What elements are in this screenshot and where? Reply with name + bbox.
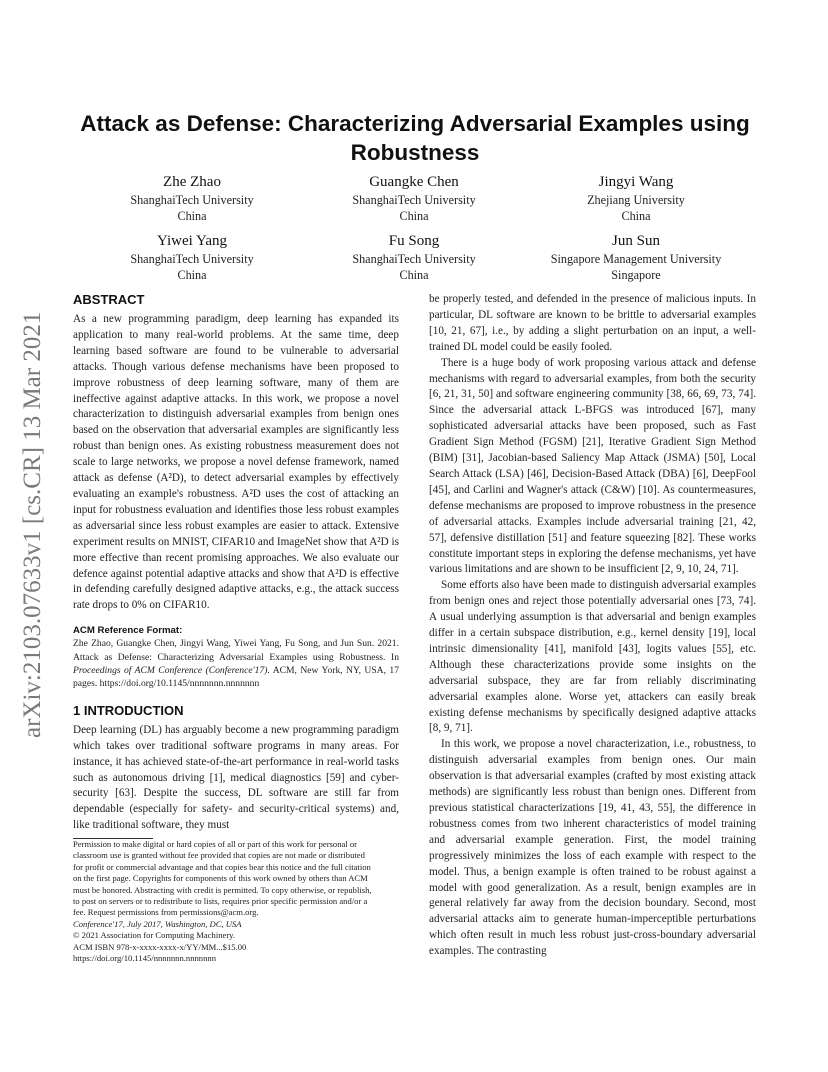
author-country: China bbox=[177, 268, 207, 282]
author-name: Yiwei Yang bbox=[156, 233, 227, 249]
footnote-line: fee. Request permissions from permissions@acm.org. bbox=[73, 907, 259, 918]
right-column bbox=[429, 292, 756, 960]
author-affiliation: ShanghaiTech University bbox=[130, 252, 254, 266]
footnote-line: for profit or commercial advantage and that copies bear this notice and the full citation bbox=[73, 861, 371, 872]
right-paragraph-1: be properly tested, and defended in the presence of malicious inputs. In particular, DL software are known to be brittle to adversarial examples [10, 21, 67], i.e., by adding a slight perturbation on an input, a well-trained DL model could be easily fooled. bbox=[429, 293, 756, 353]
author-country: China bbox=[399, 209, 429, 223]
author-1 bbox=[62, 173, 322, 224]
author-affiliation: ShanghaiTech University bbox=[352, 193, 476, 207]
intro-paragraph-1: Deep learning (DL) has arguably become a new programming paradigm which takes over traditional software programs in many areas. For instance, it has achieved state-of-the-art performance in real-world tasks such as autonomous driving [1], medical diagnostics [59] and cyber-security [63]. Despite the success, DL software are still far from dependable (especially for safety- and security-critical systems) and, like traditional software, they must bbox=[73, 723, 399, 832]
right-paragraph-2: There is a huge body of work proposing various attack and defense mechanisms with regard to adversarial examples, from both the security [6, 21, 31, 50] and software engineering community [38, 66, 69, 73, 74]. Since the adversarial attack L-BFGS was introduced [67], many sophisticated adversarial attacks have been proposed, such as Fast Gradient Sign Method (FGSM) [21], Iterative Gradient Sign Method (BIM) [31], Jacobian-based Saliency Map Attack (JSMA) [50], Local Search Attack (LSA) [46], Decision-Based Attack (DBA) [6], DeepFool [45], and Carlini and Wagner's attack (C&W) [10]. As countermeasures, defense mechanisms are proposed to improve robustness in the presence of adversarial attacks. Examples include adversarial training [21, 42, 57], defensive distillation [51] and feature squeezing [82]. These works constitute important steps in exploring the defense mechanisms, yet have various limitations and are shown to be insufficient [2, 9, 10, 24, 71]. bbox=[429, 356, 756, 576]
right-paragraph-3: Some efforts also have been made to distinguish adversarial examples from benign ones and reject those potentially adversarial ones [73, 74]. A usual underlying assumption is that adversarial and benign examples differ in a certain subspace distribution, e.g., kernel density [19], local intrinsic dimensionality [41], manifold [43], logits values [55], etc. Although these characterizations provide some insights on the adversarial subspace, they are far from reliably discriminating adversarial examples alone. Worse yet, attackers can easily break existing defense mechanisms by specifically designed adaptive attacks [8, 9, 71]. bbox=[429, 579, 756, 735]
abstract-text: As a new programming paradigm, deep learning has expanded its application to many real-world problems. At the same time, deep learning based software are found to be vulnerable to adversarial attacks. Though various defense mechanisms have been proposed to improve robustness of deep learning software, many of them are ineffective against adaptive attacks. In this work, we propose a novel characterization to distinguish adversarial examples from benign ones based on the observation that adversarial examples are significantly less robust than benign ones. As existing robustness measurement does not scale to large networks, we propose a novel defense framework, named attack as defense (A²D), to detect adversarial examples by effectively evaluating an example's robustness. A²D uses the cost of attacking an input for robustness evaluation and identifies those less robust examples as adversarial since less robust examples are easier to attack. Extensive experiment results on MNIST, CIFAR10 and ImageNet show that A²D is more effective than recent promising approaches. We also evaluate our defence against potential adaptive attacks and show that A²D is effective in defending carefully designed adaptive attacks, e.g., the attack success rate drops to 0% on CIFAR10. bbox=[73, 313, 399, 612]
acm-reference-heading: ACM Reference Format: bbox=[73, 625, 183, 637]
author-name: Guangke Chen bbox=[369, 174, 459, 190]
author-5 bbox=[284, 232, 544, 283]
abstract-heading: ABSTRACT bbox=[73, 292, 145, 307]
author-affiliation: Zhejiang University bbox=[587, 193, 685, 207]
author-country: China bbox=[177, 209, 207, 223]
introduction-heading: 1 INTRODUCTION bbox=[73, 702, 184, 718]
footnote-conference: Conference'17, July 2017, Washington, DC, USA bbox=[73, 918, 242, 929]
footnote-line: classroom use is granted without fee provided that copies are not made or distributed bbox=[73, 850, 365, 861]
author-6 bbox=[506, 232, 766, 283]
author-3 bbox=[506, 173, 766, 224]
footnote-line: on the first page. Copyrights for components of this work owned by others than ACM bbox=[73, 873, 368, 884]
ref-authors: Zhe Zhao, Guangke Chen, Jingyi Wang, Yiwei Yang, Fu Song, and Jun Sun. 2021. Attack as Defense: Characterizing Adversarial Examples using Robustness. In bbox=[73, 638, 399, 663]
author-4 bbox=[62, 232, 322, 283]
paper-title bbox=[70, 109, 760, 167]
footnote-isbn: ACM ISBN 978-x-xxxx-xxxx-x/YY/MM...$15.00 bbox=[73, 941, 247, 952]
footnote-copyright: © 2021 Association for Computing Machinery. bbox=[73, 930, 236, 941]
right-paragraph-4: In this work, we propose a novel characterization, i.e., robustness, to distinguish adversarial examples from benign ones. Our main observation is that adversarial examples (crafted by most existing attack methods) are significantly less robust than benign ones. Different from previous statistical characterizations [19, 41, 43, 55], the difference in robustness comes from two inherent characteristics of model training and adversarial example generation. First, the model training progressively minimizes the loss of each example with respect to the model. Thus, a benign example is often trained to be robust against a model with good generalization. As a result, benign examples are in general relatively far away from the decision boundary. Second, most adversarial attacks aim to generate human-imperceptible perturbations which often result in much less robust just-cross-boundary adversarial examples. The contrasting bbox=[429, 738, 756, 958]
author-name: Jingyi Wang bbox=[598, 174, 674, 190]
arxiv-identifier: arXiv:2103.07633v1 [cs.CR] 13 Mar 2021 bbox=[19, 311, 46, 739]
author-name: Fu Song bbox=[388, 233, 440, 249]
footnote-doi: https://doi.org/10.1145/nnnnnnn.nnnnnnn bbox=[73, 953, 216, 964]
footnote-line: to post on servers or to redistribute to lists, requires prior specific permission and/or a bbox=[73, 896, 368, 907]
author-name: Zhe Zhao bbox=[163, 174, 221, 190]
ref-tail: ACM, New York, NY, USA, 17 pages. https://doi.org/10.1145/nnnnnnn.nnnnnnn bbox=[73, 665, 399, 690]
author-affiliation: ShanghaiTech University bbox=[352, 252, 476, 266]
author-country: China bbox=[621, 209, 651, 223]
author-country: China bbox=[399, 268, 429, 282]
title-line-2: Robustness bbox=[350, 140, 480, 165]
title-line-1: Attack as Defense: Characterizing Adversarial Examples using bbox=[80, 111, 750, 136]
acm-reference-text bbox=[73, 637, 399, 691]
author-affiliation: ShanghaiTech University bbox=[130, 193, 254, 207]
footnote-line: must be honored. Abstracting with credit is permitted. To copy otherwise, or republish, bbox=[73, 884, 372, 895]
author-2 bbox=[284, 173, 544, 224]
permission-footnote bbox=[73, 839, 399, 964]
left-column bbox=[73, 292, 399, 834]
author-country: Singapore bbox=[611, 268, 661, 282]
author-affiliation: Singapore Management University bbox=[550, 252, 722, 266]
author-name: Jun Sun bbox=[612, 233, 660, 249]
footnote-line: Permission to make digital or hard copies of all or part of this work for personal or bbox=[73, 839, 358, 849]
ref-venue: Proceedings of ACM Conference (Conference'17). bbox=[73, 665, 270, 677]
